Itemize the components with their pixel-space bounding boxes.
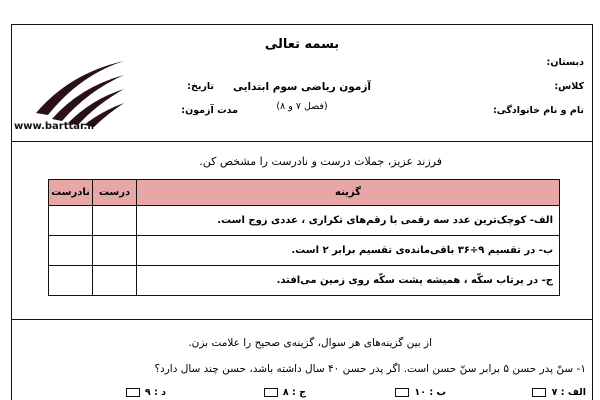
option-header: گزینه xyxy=(137,180,560,206)
option-d[interactable] xyxy=(126,387,166,398)
multiple-choice-instruction: از بین گزینه‌های هر سوال، گزینه‌ی صحیح را علامت بزن. xyxy=(188,337,432,349)
header-divider xyxy=(12,141,592,142)
table-header-row xyxy=(49,180,560,206)
option-b-checkbox[interactable] xyxy=(395,388,409,397)
section-divider xyxy=(12,319,592,320)
table-row xyxy=(49,266,560,296)
option-a-checkbox[interactable] xyxy=(532,388,546,397)
option-a[interactable] xyxy=(532,387,586,398)
statement-text: ب- در تقسیم ۹÷۳۶ باقی‌مانده‌ی تقسیم برابر ۲ است. xyxy=(137,236,560,266)
exam-subtitle: (فصل ۷ و ۸) xyxy=(276,101,328,112)
exam-header xyxy=(12,25,592,141)
option-c[interactable] xyxy=(264,387,306,398)
school-label: دبستان: xyxy=(546,57,584,68)
false-answer-cell[interactable] xyxy=(49,206,93,236)
true-answer-cell[interactable] xyxy=(93,236,137,266)
name-label: نام و نام خانوادگی: xyxy=(492,105,584,116)
true-answer-cell[interactable] xyxy=(93,266,137,296)
option-c-checkbox[interactable] xyxy=(264,388,278,397)
statement-text: الف- کوچک‌ترین عدد سه رقمی با رقم‌های تکراری ، عددی زوج است. xyxy=(137,206,560,236)
true-header: درست xyxy=(93,180,137,206)
question-1-text: ۱- سنّ پدر حسن ۵ برابر سنّ حسن است. اگر پدر حسن ۴۰ سال داشته باشد، حسن چند سال دارد؟ xyxy=(154,363,586,375)
exam-title: آزمون ریاضی سوم ابتدایی xyxy=(232,81,372,93)
true-false-instruction: فرزند عزیز، جملات درست و نادرست را مشخص کن. xyxy=(199,155,442,168)
option-d-label: د : ۹ xyxy=(144,387,166,398)
logo-url: www.barttar.ir xyxy=(14,121,96,132)
option-b-label: ب : ۱۰ xyxy=(414,387,446,398)
statement-text: ج- در پرتاب سکّه ، همیشه پشت سکّه روی زمین می‌افتد. xyxy=(137,266,560,296)
option-b[interactable] xyxy=(395,387,446,398)
true-answer-cell[interactable] xyxy=(93,206,137,236)
option-d-checkbox[interactable] xyxy=(126,388,140,397)
option-c-label: ج : ۸ xyxy=(282,387,306,398)
question-1-options xyxy=(22,387,586,400)
option-a-label: الف : ۷ xyxy=(551,387,586,398)
date-label: تاریخ: xyxy=(187,81,214,92)
exam-sheet xyxy=(11,24,593,400)
true-false-table xyxy=(48,179,560,296)
table-row xyxy=(49,206,560,236)
false-answer-cell[interactable] xyxy=(49,266,93,296)
false-header: نادرست xyxy=(49,180,93,206)
duration-label: مدت آزمون: xyxy=(181,105,238,116)
class-label: کلاس: xyxy=(554,81,584,92)
table-row xyxy=(49,236,560,266)
false-answer-cell[interactable] xyxy=(49,236,93,266)
bismillah-heading: بسمه تعالی xyxy=(264,37,340,52)
